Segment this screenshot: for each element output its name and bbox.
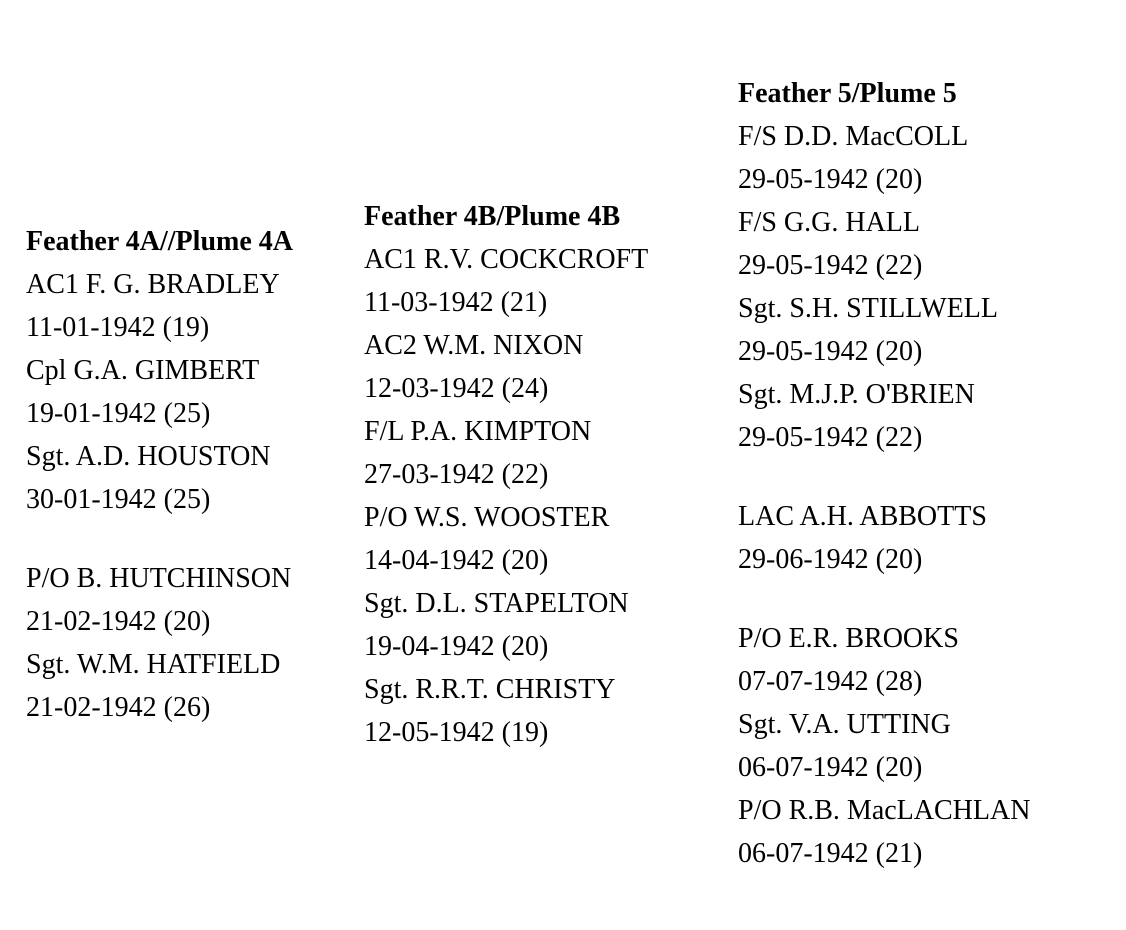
column-heading: Feather 4A//Plume 4A <box>26 226 293 257</box>
entry-name: Sgt. R.R.T. CHRISTY <box>364 674 616 705</box>
list-item <box>738 201 1030 287</box>
entry-name: AC2 W.M. NIXON <box>364 330 584 361</box>
list-item <box>364 668 648 754</box>
list-item <box>364 496 648 582</box>
entry-name: Sgt. S.H. STILLWELL <box>738 293 999 324</box>
list-item <box>364 582 648 668</box>
column-heading: Feather 4B/Plume 4B <box>364 201 621 232</box>
list-item <box>738 373 1030 459</box>
entry-name: AC1 R.V. COCKCROFT <box>364 244 649 275</box>
entry-date: 14-04-1942 (20) <box>364 545 549 576</box>
entry-name: P/O W.S. WOOSTER <box>364 502 610 533</box>
list-item <box>364 324 648 410</box>
entry-name: F/S G.G. HALL <box>738 207 921 238</box>
list-item <box>26 349 293 435</box>
entry-name: Sgt. W.M. HATFIELD <box>26 649 281 680</box>
entry-name: P/O R.B. MacLACHLAN <box>738 795 1031 826</box>
entry-date: 19-04-1942 (20) <box>364 631 549 662</box>
entry-name: Sgt. A.D. HOUSTON <box>26 441 271 472</box>
list-item <box>26 643 293 729</box>
list-item <box>738 703 1030 789</box>
entry-date: 29-05-1942 (22) <box>738 422 923 453</box>
entry-name: Sgt. M.J.P. O'BRIEN <box>738 379 975 410</box>
entry-name: Sgt. V.A. UTTING <box>738 709 951 740</box>
entry-date: 07-07-1942 (28) <box>738 666 923 697</box>
entry-date: 27-03-1942 (22) <box>364 459 549 490</box>
entry-name: Sgt. D.L. STAPELTON <box>364 588 629 619</box>
list-item <box>26 263 293 349</box>
list-item <box>26 557 293 643</box>
column-feather-5 <box>738 72 1030 875</box>
list-item <box>738 115 1030 201</box>
list-item <box>738 495 1030 581</box>
entry-date: 29-05-1942 (20) <box>738 164 923 195</box>
entry-date: 29-06-1942 (20) <box>738 544 923 575</box>
entry-date: 29-05-1942 (22) <box>738 250 923 281</box>
entry-date: 19-01-1942 (25) <box>26 398 211 429</box>
list-item <box>364 238 648 324</box>
column-feather-4a <box>26 220 293 729</box>
column-feather-4b <box>364 195 648 754</box>
entry-date: 11-01-1942 (19) <box>26 312 210 343</box>
list-item <box>738 287 1030 373</box>
list-item <box>364 410 648 496</box>
entry-date: 06-07-1942 (21) <box>738 838 923 869</box>
entry-date: 12-03-1942 (24) <box>364 373 549 404</box>
entry-date: 12-05-1942 (19) <box>364 717 549 748</box>
entry-name: AC1 F. G. BRADLEY <box>26 269 280 300</box>
entry-date: 30-01-1942 (25) <box>26 484 211 515</box>
list-item <box>26 435 293 521</box>
list-item <box>738 617 1030 703</box>
entry-date: 29-05-1942 (20) <box>738 336 923 367</box>
list-item <box>738 789 1030 875</box>
entry-name: Cpl G.A. GIMBERT <box>26 355 260 386</box>
entry-name: F/L P.A. KIMPTON <box>364 416 592 447</box>
entry-name: P/O B. HUTCHINSON <box>26 563 292 594</box>
entry-name: F/S D.D. MacCOLL <box>738 121 969 152</box>
entry-date: 06-07-1942 (20) <box>738 752 923 783</box>
entry-name: P/O E.R. BROOKS <box>738 623 959 654</box>
entry-date: 21-02-1942 (20) <box>26 606 211 637</box>
entry-date: 21-02-1942 (26) <box>26 692 211 723</box>
entry-date: 11-03-1942 (21) <box>364 287 548 318</box>
column-heading: Feather 5/Plume 5 <box>738 78 957 109</box>
entry-name: LAC A.H. ABBOTTS <box>738 501 987 532</box>
